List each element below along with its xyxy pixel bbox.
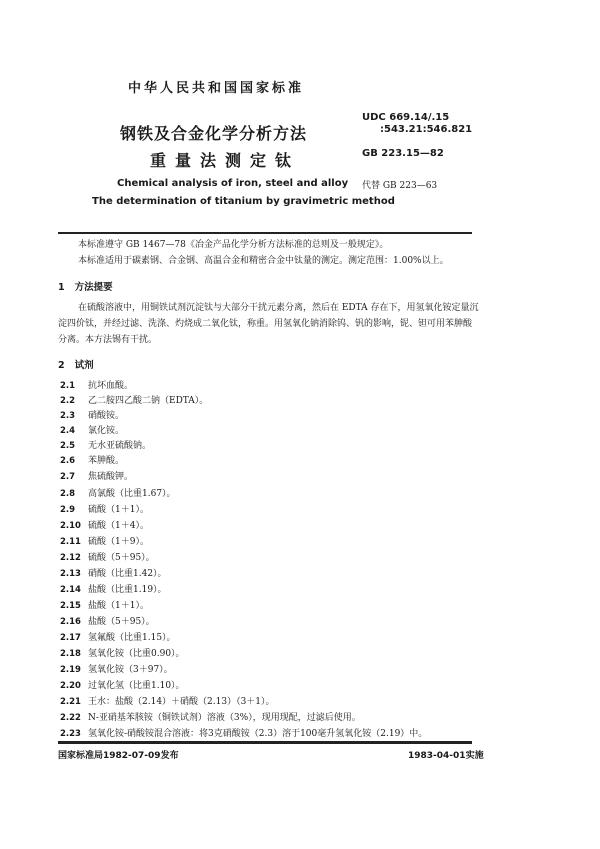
section-heading-2 [58,357,94,371]
document-title-line2: 重量法测定钛 [150,151,301,170]
footer-divider [58,741,472,744]
list-item: 2.2 乙二胺四乙酸二钠（EDTA）。 [60,396,209,406]
list-item: 2.17 氢氟酸（比重1.15）。 [60,633,176,643]
header-divider [58,232,472,234]
issue-date: 国家标准局1982-07-09发布 [58,751,179,761]
list-item: 2.8 高氯酸（比重1.67）。 [60,489,176,499]
list-item: 2.6 苯胂酸。 [60,456,125,466]
list-item: 2.15 盐酸（1＋1）。 [60,601,149,611]
list-item: 2.22 N-亚硝基苯胲铵（铜铁试剂）溶液（3%），现用现配，过滤后使用。 [60,713,361,723]
list-item: 2.7 焦硫酸钾。 [60,472,134,482]
english-title-line1: Chemical analysis of iron, steel and alloy [117,178,349,189]
list-item: 2.14 盐酸（比重1.19）。 [60,585,167,595]
document-title-line1: 钢铁及合金化学分析方法 [120,124,308,143]
list-item: 2.1 抗坏血酸。 [60,381,134,391]
replaces-standard: 代替 GB 223—63 [362,181,438,191]
list-item: 2.21 王水：盐酸（2.14）＋硝酸（2.13）（3＋1）。 [60,697,275,707]
list-item: 2.9 硫酸（1＋1）。 [60,505,149,515]
section-title: 方法提要 [74,282,113,293]
list-item: 2.4 氯化铵。 [60,426,125,436]
list-item: 2.18 氢氧化铵（比重0.90）。 [60,649,185,659]
section-title: 试剂 [74,360,94,371]
list-item: 2.20 过氧化氢（比重1.10）。 [60,681,185,691]
list-item: 2.16 盐酸（5＋95）。 [60,617,155,627]
list-item: 2.12 硫酸（5＋95）。 [60,553,155,563]
list-item: 2.3 硝酸铵。 [60,411,125,421]
english-title-line2: The determination of titanium by gravimetric method [92,196,395,207]
standard-type-header: 中华人民共和国国家标准 [128,81,305,96]
udc-code-line1: UDC 669.14/.15 [362,112,450,123]
udc-code-line2: :543.21:546.821 [380,124,473,135]
list-item: 2.13 硝酸（比重1.42）。 [60,569,167,579]
section-heading-1 [58,279,113,293]
intro-paragraph: 本标准适用于碳素钢、合金钢、高温合金和精密合金中钛量的测定。测定范围：1.00%以上。 [78,256,449,266]
section-number: 2 [58,360,65,371]
list-item: 2.23 氢氧化铵-硝酸铵混合溶液：将3克硝酸铵（2.3）溶于100毫升氢氧化铵（2.19）中。 [60,729,428,739]
list-item: 2.10 硫酸（1＋4）。 [60,521,149,531]
effective-date: 1983-04-01实施 [408,751,484,761]
section-number: 1 [58,282,65,293]
gb-number: GB 223.15—82 [362,148,444,159]
list-item: 2.5 无水亚硫酸钠。 [60,441,152,451]
list-item: 2.19 氢氧化铵（3＋97）。 [60,665,173,675]
intro-paragraph: 本标准遵守 GB 1467—78《冶金产品化学分析方法标准的总则及一般规定》。 [78,240,389,250]
section-1-body: 在硫酸溶液中，用铜铁试剂沉淀钛与大部分干扰元素分离，然后在 EDTA 存在下，用氢氧化铵定量沉淀四价钛，并经过滤、洗涤、灼烧成二氧化钛，称重。用氢氧化钠消除钨、钒的影响，铌、钽可用苯胂酸分离。本方法锡有干扰。 [58,303,479,345]
list-item: 2.11 硫酸（1＋9）。 [60,537,149,547]
